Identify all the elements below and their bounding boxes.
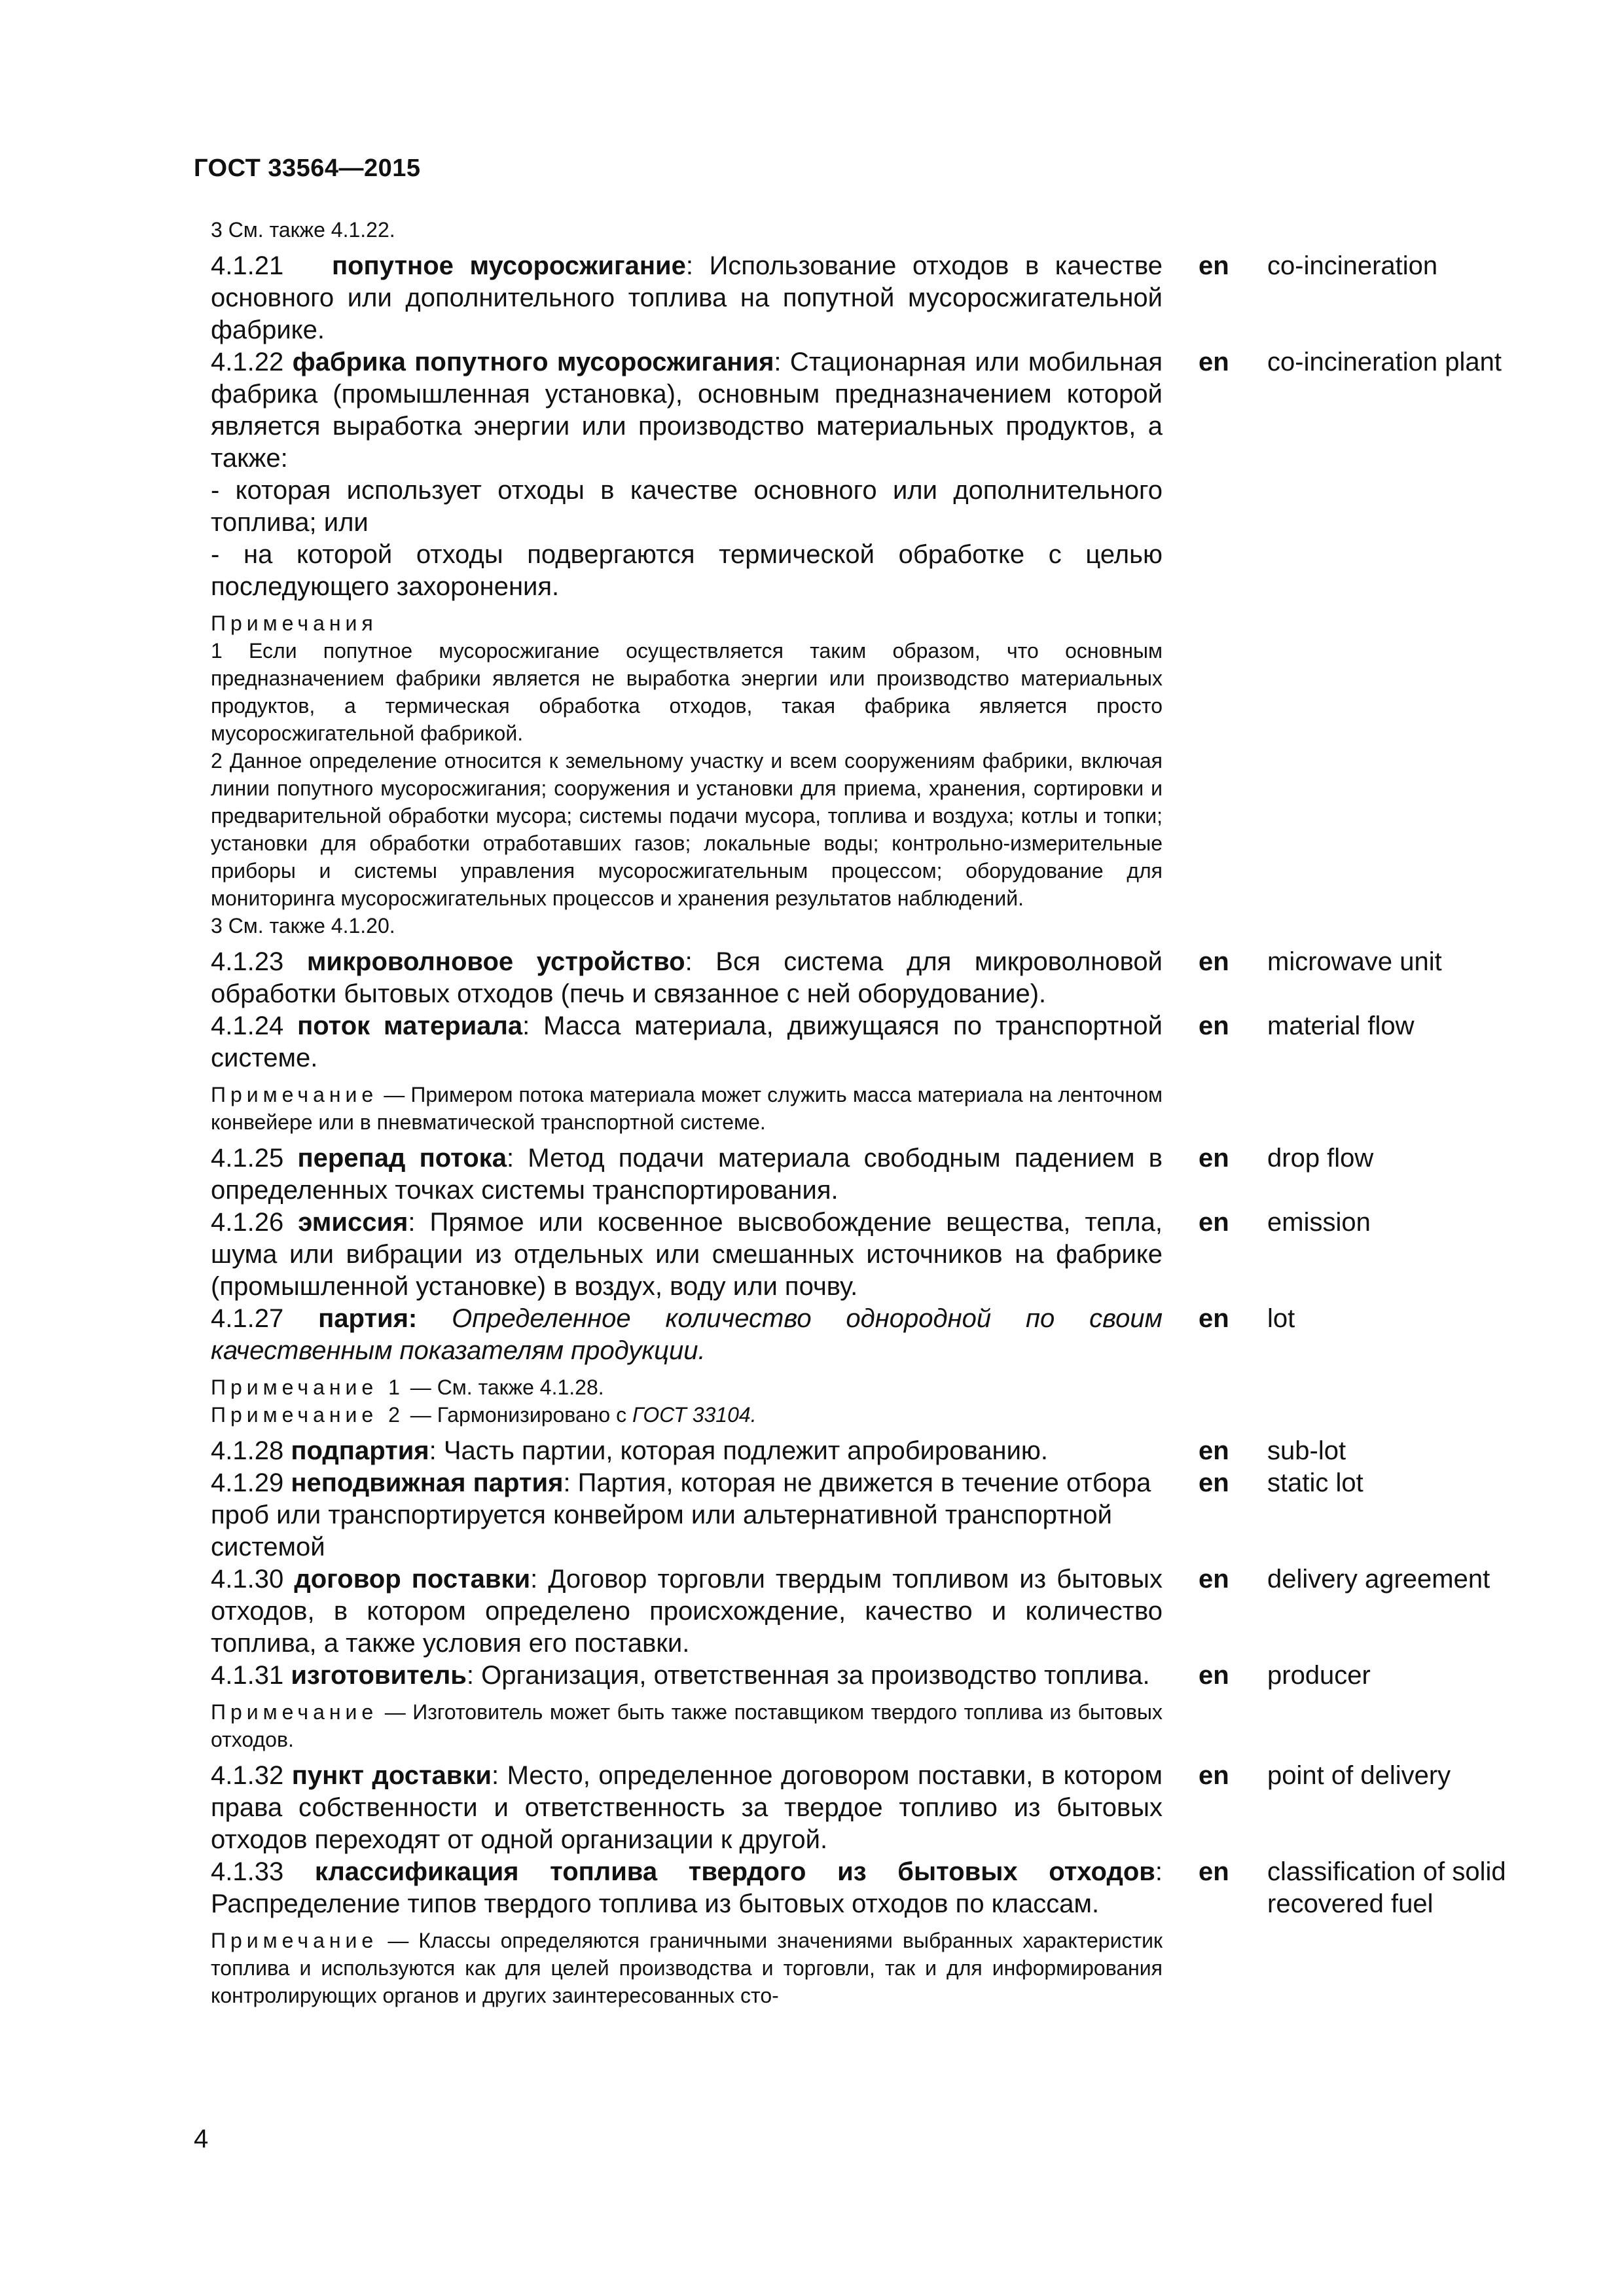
term-name: пункт доставки [291, 1761, 492, 1790]
term-entry [211, 1856, 1533, 2009]
lang-code: en [1199, 1761, 1229, 1790]
page-number: 4 [194, 2124, 209, 2153]
term-definition: 4.1.25 перепад потока: Метод подачи материала свободным падением в определенных точках системы транспортирования. [211, 1144, 1163, 1205]
english-equivalent: point of delivery [1267, 1761, 1451, 1790]
english-equivalent: emission [1267, 1208, 1371, 1237]
list-item: - на которой отходы подвергаются термической обработке с целью последующего захоронения. [211, 540, 1163, 601]
english-equivalent: delivery agreement [1267, 1565, 1490, 1594]
document-header: ГОСТ 33564—2015 [194, 155, 421, 182]
term-name: изготовитель [291, 1661, 467, 1690]
english-equivalent: microwave unit [1267, 947, 1442, 976]
english-equivalent: material flow [1267, 1011, 1415, 1040]
term-entry [211, 1435, 1533, 1467]
term-entry [211, 1207, 1533, 1303]
lang-code: en [1199, 1436, 1229, 1465]
term-name: микроволновое устройство [306, 947, 685, 976]
lang-code: en [1199, 1011, 1229, 1040]
term-entry [211, 250, 1533, 346]
term-name: фабрика попутного мусоросжигания [292, 348, 774, 376]
term-entry [211, 1467, 1533, 1563]
note: Примечание 2 — Гармонизировано с ГОСТ 33104. [211, 1403, 757, 1427]
lang-code: en [1199, 1144, 1229, 1173]
notes-block [211, 610, 1163, 939]
lang-code: en [1199, 1304, 1229, 1333]
term-definition: 4.1.24 поток материала: Масса материала, движущаяся по транспортной системе. [211, 1011, 1163, 1072]
term-name: классификация топлива твердого из бытовых отходов [314, 1857, 1155, 1886]
lang-code: en [1199, 1208, 1229, 1237]
english-equivalent: co-incineration plant [1267, 348, 1502, 376]
note-item: 2 Данное определение относится к земельному участку и всем сооружениям фабрики, включая линии попутного мусоросжигания; сооружения и установки для приема, хранения, сортировки и предварительной обработки мусора; системы подачи мусора, топлива и воздуха; котлы и топки; установки для обработки отработавших газов; локальные воды; контрольно-измерительные приборы и системы управления мусоросжигательным процессом; оборудование для мониторинга мусоросжигательных процессов и хранения результатов наблюдений. [211, 749, 1163, 910]
term-definition: 4.1.27 партия: Определенное количество однородной по своим качественным показателям продукции. [211, 1304, 1163, 1365]
lang-code: en [1199, 1565, 1229, 1594]
list-item: - которая использует отходы в качестве основного или дополнительного топлива; или [211, 476, 1163, 537]
term-entry [211, 1142, 1533, 1207]
term-entry [211, 1760, 1533, 1856]
term-name: перепад потока [297, 1144, 507, 1173]
term-name: партия: [318, 1304, 418, 1333]
term-entry [211, 1010, 1533, 1074]
note-item: 3 См. также 4.1.20. [211, 914, 395, 938]
lang-code: en [1199, 1468, 1229, 1497]
term-definition: 4.1.31 изготовитель: Организация, ответственная за производство топлива. [211, 1661, 1150, 1690]
document-body [211, 216, 1533, 2009]
term-entry [211, 346, 1533, 603]
term-definition: 4.1.29 неподвижная партия: Партия, которая не движется в течение отбора проб или транспортируется конвейром или альтернативной транспортной системой [211, 1468, 1151, 1561]
term-name: попутное мусоросжигание [331, 251, 686, 280]
english-equivalent: static lot [1267, 1468, 1363, 1497]
lang-code: en [1199, 251, 1229, 280]
term-definition: 4.1.21 попутное мусоросжигание: Использование отходов в качестве основного или дополнительного топлива на попутной мусоросжигательной фабрике. [211, 251, 1163, 344]
term-name: эмиссия [298, 1208, 408, 1237]
english-equivalent: classification of solid recovered fuel [1267, 1857, 1506, 1918]
note-see-also: 3 См. также 4.1.22. [211, 218, 395, 242]
notes-title: Примечания [211, 611, 378, 635]
term-entry [211, 1660, 1533, 1692]
note-item: 1 Если попутное мусоросжигание осуществляется таким образом, что основным предназначением фабрики является не выработка энергии или производство материальных продуктов, а термическая обработка отходов, такая фабрика является просто мусоросжигательной фабрикой. [211, 639, 1163, 745]
term-entry [211, 946, 1533, 1010]
term-name: поток материала [297, 1011, 523, 1040]
term-definition: 4.1.33 классификация топлива твердого из бытовых отходов: Распределение типов твердого топлива из бытовых отходов по классам. [211, 1857, 1163, 1918]
notes-block [211, 1374, 1163, 1429]
term-definition: 4.1.22 фабрика попутного мусоросжигания: Стационарная или мобильная фабрика (промышленная установка), основным предназначением которой является выработка энергии или производство материальных продуктов, а также: - которая использует отходы в качестве основного или дополнительного топлива; или - на которой отходы подвергаются термической обработке с целью последующего захоронения. [211, 346, 1163, 603]
term-name: договор поставки [294, 1565, 531, 1594]
english-equivalent: sub-lot [1267, 1436, 1346, 1465]
lang-code: en [1199, 348, 1229, 376]
note: Примечание 1 — См. также 4.1.28. [211, 1376, 604, 1399]
term-entry [211, 1563, 1533, 1660]
term-name: неподвижная партия [291, 1468, 564, 1497]
term-definition: 4.1.26 эмиссия: Прямое или косвенное высвобождение вещества, тепла, шума или вибрации из отдельных или смешанных источников на фабрике (промышленной установке) в воздух, воду или почву. [211, 1208, 1163, 1301]
lang-code: en [1199, 1857, 1229, 1886]
lang-code: en [1199, 1661, 1229, 1690]
english-equivalent: lot [1267, 1304, 1295, 1333]
note: Примечание — Классы определяются граничными значениями выбранных характеристик топлива и используются как для целей производства и торговли, так и для информирования контролирующих органов и других заинтересованных сто- [211, 1929, 1163, 2007]
note: Примечание — Примером потока материала может служить масса материала на ленточном конвейере или в пневматической транспортной системе. [211, 1083, 1163, 1134]
term-definition: 4.1.30 договор поставки: Договор торговли твердым топливом из бытовых отходов, в котором определено происхождение, качество и количество топлива, а также условия его поставки. [211, 1565, 1163, 1658]
term-name: подпартия [291, 1436, 429, 1465]
english-equivalent: co-incineration [1267, 251, 1438, 280]
lang-code: en [1199, 947, 1229, 976]
term-definition: 4.1.32 пункт доставки: Место, определенное договором поставки, в котором права собственности и ответственность за твердое топливо из бытовых отходов переходят от одной организации к другой. [211, 1761, 1163, 1854]
english-equivalent: drop flow [1267, 1144, 1374, 1173]
term-definition: 4.1.28 подпартия: Часть партии, которая подлежит апробированию. [211, 1436, 1049, 1465]
term-definition: 4.1.23 микроволновое устройство: Вся система для микроволновой обработки бытовых отходов (печь и связанное с ней оборудование). [211, 947, 1163, 1008]
note: Примечание — Изготовитель может быть также поставщиком твердого топлива из бытовых отходов. [211, 1700, 1163, 1751]
term-entry [211, 1303, 1533, 1367]
english-equivalent: producer [1267, 1661, 1371, 1690]
term-definition-group [211, 1856, 1163, 2009]
